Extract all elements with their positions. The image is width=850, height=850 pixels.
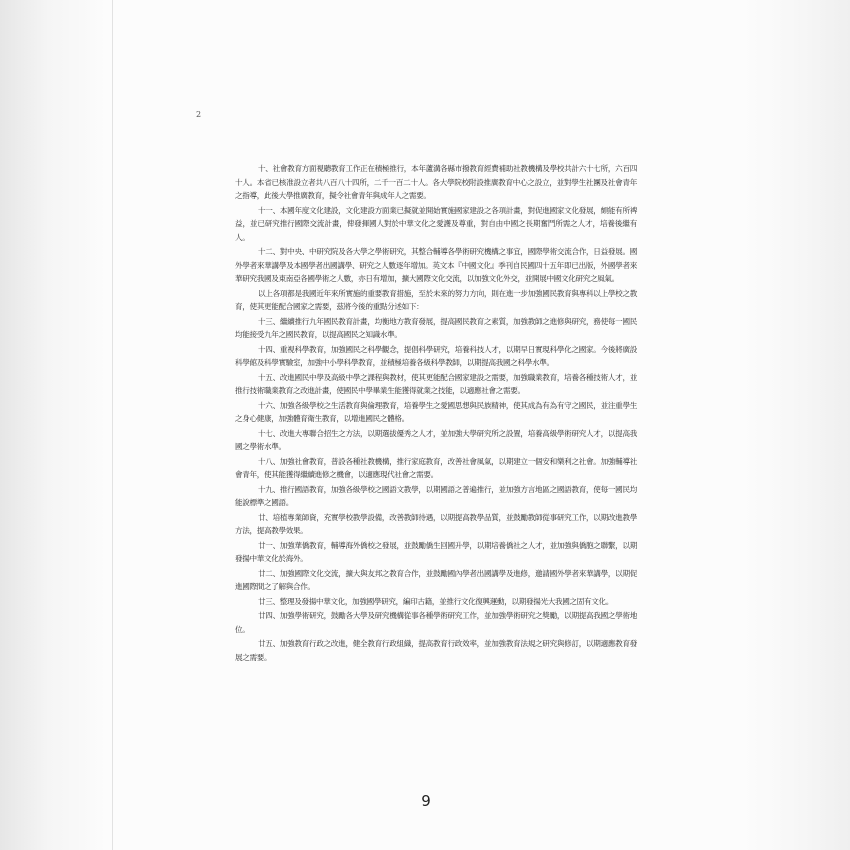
paragraph-16: 十六、加強各級學校之生活教育與倫理教育，培養學生之愛國思想與民族精神，使其成為有為有守之國民，並注重學生之身心健康，加強體育衛生教育，以增進國民之體格。 <box>235 400 637 423</box>
document-body <box>235 162 637 665</box>
paragraph-15: 十五、改進國民中學及高級中學之課程與教材，使其更能配合國家建設之需要，加強職業教育，培養各種技術人才，並推行技術職業教育之改進計畫，使國民中學畢業生能獲得就業之技能，以適應社會之需要。 <box>235 372 637 395</box>
paragraph-12: 十二、對中央、中研究院及各大學之學術研究，其整合輔導各學術研究機構之事宜，國際學術交流合作，日益發展。國外學者來華講學及本國學者出國講學、研究之人數逐年增加。英文本『中國文化』季刊自民國四十五年即已出版，外國學者來華研究我國及東南亞各國學術之人數，亦日有增加，擴大國際文化交流，以加強文化外交，並開展中國文化研究之風氣。 <box>235 247 637 283</box>
paragraph-20: 廿、培植專業師資，充實學校教學設備，改善教師待遇，以期提高教學品質，並鼓勵教師從事研究工作，以期改進教學方法，提高教學效果。 <box>235 512 637 535</box>
paragraph-18: 十八、加強社會教育，普設各種社教機構，推行家庭教育，改善社會風氣，以期建立一個安和樂利之社會。加強輔導社會青年，使其能獲得繼續進修之機會，以適應現代社會之需要。 <box>235 456 637 479</box>
paragraph-19: 十九、推行國語教育，加強各級學校之國語文教學，以期國語之普遍推行，並加強方言地區之國語教育，使每一國民均能說標準之國語。 <box>235 484 637 507</box>
paragraph-25: 廿五、加強教育行政之改進，健全教育行政組織，提高教育行政效率，並加強教育法規之研究與修訂，以期適應教育發展之需要。 <box>235 639 637 662</box>
corner-page-mark: 2 <box>196 110 202 119</box>
paragraph-summary: 以上各項都是我國近年來所實施的重要教育措施，至於未來的努力方向，則在進一步加強國民教育與專科以上學校之教育，使其更能配合國家之需要，茲將今後的重點分述如下： <box>235 288 637 311</box>
page-number: 9 <box>421 792 431 810</box>
paragraph-11: 十一、本國年度文化建設，文化建設方面業已擬就並開始實施國家建設之各項計畫，對促進國家文化發展，頗能有所裨益，並已研究推行國際交流計畫，俾發揮國人對於中華文化之愛護及尊重，對自由中國之長期奮鬥所需之人才，培養後繼有人。 <box>235 205 637 242</box>
page-fold-line <box>112 0 113 850</box>
paragraph-14: 十四、重視科學教育，加強國民之科學觀念，提倡科學研究，培養科技人才，以期早日實現科學化之國家。今後將廣設科學館及科學實驗室，加強中小學科學教育，並積極培養各級科學教師，以期提高我國之科學水準。 <box>235 344 637 367</box>
paragraph-10: 十、社會教育方面視聽教育工作正在積極推行，本年蘆溝各縣市撥教育經費補助社教機構及學校共計六十七所，六百四十人。本省已核准設立者共八百八十四所，二千一百二十人。各大學院校附設推廣教育中心之設立，並對學生社團及社會青年之指導，此後大學推廣教育，擬令社會青年與成年人之需要。 <box>235 164 637 200</box>
paragraph-24: 廿四、加強學術研究，鼓勵各大學及研究機構從事各種學術研究工作，並加強學術研究之獎勵，以期提高我國之學術地位。 <box>235 611 637 634</box>
paragraph-23: 廿三、整理及發揚中華文化，加強國學研究，編印古籍，並推行文化復興運動，以期發揚光大我國之固有文化。 <box>258 596 613 606</box>
paragraph-21: 廿一、加強華僑教育，輔導海外僑校之發展，並鼓勵僑生回國升學，以期培養僑社之人才，並加強與僑胞之聯繫，以期發揚中華文化於海外。 <box>235 540 637 563</box>
paragraph-17: 十七、改進大專聯合招生之方法，以期選拔優秀之人才，並加強大學研究所之設置，培養高級學術研究人才，以提高我國之學術水準。 <box>235 428 637 451</box>
paragraph-13: 十三、繼續推行九年國民教育計畫，均衡地方教育發展，提高國民教育之素質，加強教師之進修與研究，務使每一國民均能接受九年之國民教育，以提高國民之知識水準。 <box>235 316 637 339</box>
paragraph-22: 廿二、加強國際文化交流，擴大與友邦之教育合作，並鼓勵國內學者出國講學及進修，邀請國外學者來華講學，以期促進國際間之了解與合作。 <box>235 568 637 591</box>
page-edge-shadow <box>740 0 850 850</box>
page-gutter-shadow <box>0 0 108 850</box>
